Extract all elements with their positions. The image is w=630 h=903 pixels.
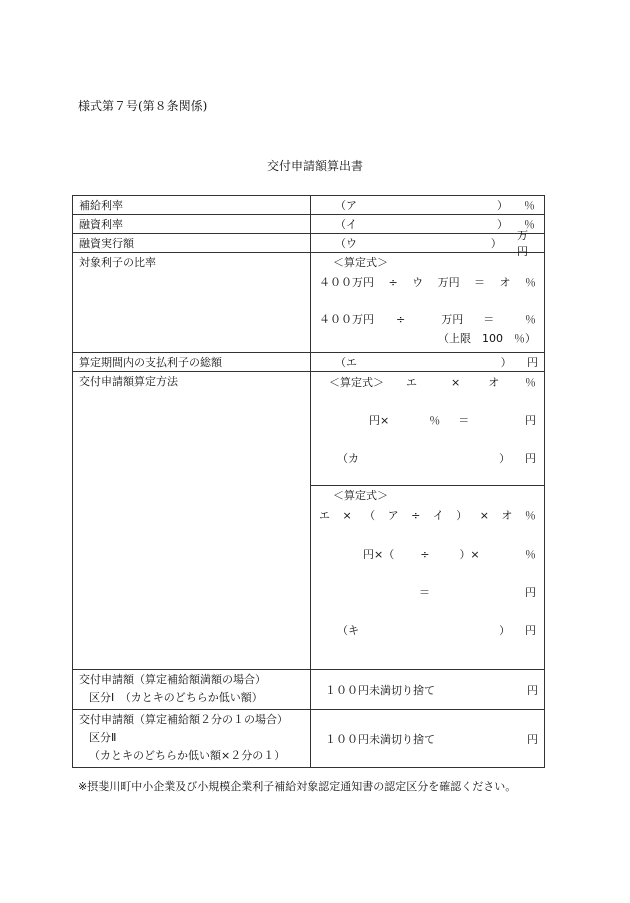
method-b-l1-t7: × xyxy=(479,508,489,522)
open-a: （ア xyxy=(335,199,357,212)
method-b-head: ＜算定式＞ xyxy=(333,489,388,502)
label-kubun1-line1: 交付申請額（算定補給額満額の場合） xyxy=(79,673,266,686)
row-loan-amount xyxy=(73,234,545,253)
unit-i: ％ xyxy=(524,218,535,231)
open-ka: （カ xyxy=(337,452,359,465)
kubun1-value: １００円未満切り捨て xyxy=(325,683,435,697)
method-b-line1 xyxy=(319,504,536,526)
ratio-l2-t0: ４００万円 xyxy=(319,313,374,326)
method-b-l1-t8: オ xyxy=(501,509,513,522)
ratio-l1-t2: ウ xyxy=(412,276,424,289)
method-b-line2 xyxy=(319,544,536,564)
method-b-l2-t0: 円×（ xyxy=(363,548,395,561)
unit-e: 円 xyxy=(527,356,538,369)
open-e: （エ xyxy=(335,356,357,369)
method-b-l1-t4: ÷ xyxy=(411,508,421,522)
label-total-interest: 算定期間内の支払利子の総額 xyxy=(79,356,222,369)
ratio-l1-t0: ４００万円 xyxy=(319,276,374,289)
ratio-l1-t4: ＝ xyxy=(474,276,486,289)
open-ki: （キ xyxy=(337,624,359,637)
form-number: 様式第７号(第８条関係) xyxy=(78,99,208,113)
label-kubun2-line2: 区分Ⅱ xyxy=(89,731,117,744)
kubun2-unit: 円 xyxy=(527,732,538,746)
label-loan-amount: 融資実行額 xyxy=(79,237,134,250)
ratio-limit: （上限 100 ％） xyxy=(438,332,536,345)
kubun2-value: １００円未満切り捨て xyxy=(325,732,435,746)
ratio-l2-t4: ％ xyxy=(525,313,536,326)
ratio-formula-line2 xyxy=(319,309,536,329)
method-b-l1-t9: ％ xyxy=(524,509,536,522)
row-method-a xyxy=(73,372,545,486)
method-a-l2-t3: 円 xyxy=(525,414,536,427)
unit-a: ％ xyxy=(524,199,535,212)
close-u: ） xyxy=(490,237,502,250)
row-kubun2 xyxy=(73,710,545,768)
method-a-l1-t2: オ xyxy=(488,376,500,389)
method-b-l3-t0: ＝ xyxy=(419,586,430,599)
method-a-l2-t0: 円× xyxy=(369,414,390,427)
method-b-l1-t3: ア xyxy=(387,509,399,522)
method-b-l2-t3: ％ xyxy=(525,548,536,561)
ratio-l2-t1: ÷ xyxy=(396,312,406,326)
method-a-l1-t0: エ xyxy=(406,376,417,389)
method-a-line2 xyxy=(319,410,536,430)
ratio-l2-t3: ＝ xyxy=(483,313,495,326)
label-method: 交付申請額算定方法 xyxy=(79,375,178,388)
method-b-l1-t5: イ xyxy=(432,509,444,522)
label-yushi-rate: 融資利率 xyxy=(79,218,123,231)
ratio-formula-line1 xyxy=(319,271,536,293)
calculation-table xyxy=(72,195,545,768)
ratio-l1-t3: 万円 xyxy=(437,276,460,289)
close-i: ） xyxy=(497,218,508,231)
method-a-l2-t1: ％ xyxy=(429,414,441,427)
label-hokyu-rate: 補給利率 xyxy=(79,199,123,212)
unit-ki: 円 xyxy=(525,624,536,637)
label-kubun2-line1: 交付申請額（算定補給額２分の１の場合） xyxy=(79,713,288,726)
method-a-l2-t2: ＝ xyxy=(458,414,470,427)
method-b-l2-t2: ）× xyxy=(459,548,480,561)
close-ki: ） xyxy=(499,624,511,637)
row-kubun1 xyxy=(73,670,545,710)
method-b-result xyxy=(319,620,536,640)
method-a-line1 xyxy=(319,372,536,392)
kubun1-unit: 円 xyxy=(527,683,538,697)
ratio-l2-t2: 万円 xyxy=(441,313,464,326)
label-kubun1-line2: 区分Ⅰ （カとキのどちらか低い額） xyxy=(89,691,263,704)
close-e: ） xyxy=(500,356,512,369)
method-b-l2-t1: ÷ xyxy=(420,547,430,561)
unit-ka: 円 xyxy=(525,452,536,465)
label-interest-ratio: 対象利子の比率 xyxy=(79,256,156,269)
method-a-l1-t3: ％ xyxy=(525,376,536,389)
method-a-l1-t1: × xyxy=(451,375,461,389)
method-b-l1-t1: × xyxy=(342,508,352,522)
document-title: 交付申請額算出書 xyxy=(266,159,363,173)
row-hokyu-rate xyxy=(73,196,545,215)
ratio-l1-t6: ％ xyxy=(524,276,536,289)
formula-head: ＜算定式＞ xyxy=(333,256,388,269)
method-b-l1-t6: ） xyxy=(456,509,468,522)
method-a-result xyxy=(319,448,536,468)
method-a-head: ＜算定式＞ xyxy=(329,376,384,389)
ratio-l1-t1: ÷ xyxy=(388,275,398,289)
method-b-line3 xyxy=(319,582,536,602)
open-u: （ウ xyxy=(335,237,357,250)
label-kubun2-line3: （カとキのどちらか低い額×２分の１） xyxy=(89,749,286,762)
footnote: ※摂斐川町中小企業及び小規模企業利子補給対象認定通知書の認定区分を確認ください。 xyxy=(78,780,517,793)
unit-u: 万円 xyxy=(516,229,528,258)
row-yushi-rate xyxy=(73,215,545,234)
close-a: ） xyxy=(497,199,508,212)
method-b-l3-t1: 円 xyxy=(525,586,536,599)
method-b-l1-t0: エ xyxy=(319,509,330,522)
close-ka: ） xyxy=(499,452,511,465)
row-interest-ratio xyxy=(73,253,545,353)
row-total-interest xyxy=(73,353,545,372)
method-b-l1-t2: （ xyxy=(364,509,376,522)
ratio-l1-t5: オ xyxy=(499,276,511,289)
open-i: （イ xyxy=(335,218,357,231)
